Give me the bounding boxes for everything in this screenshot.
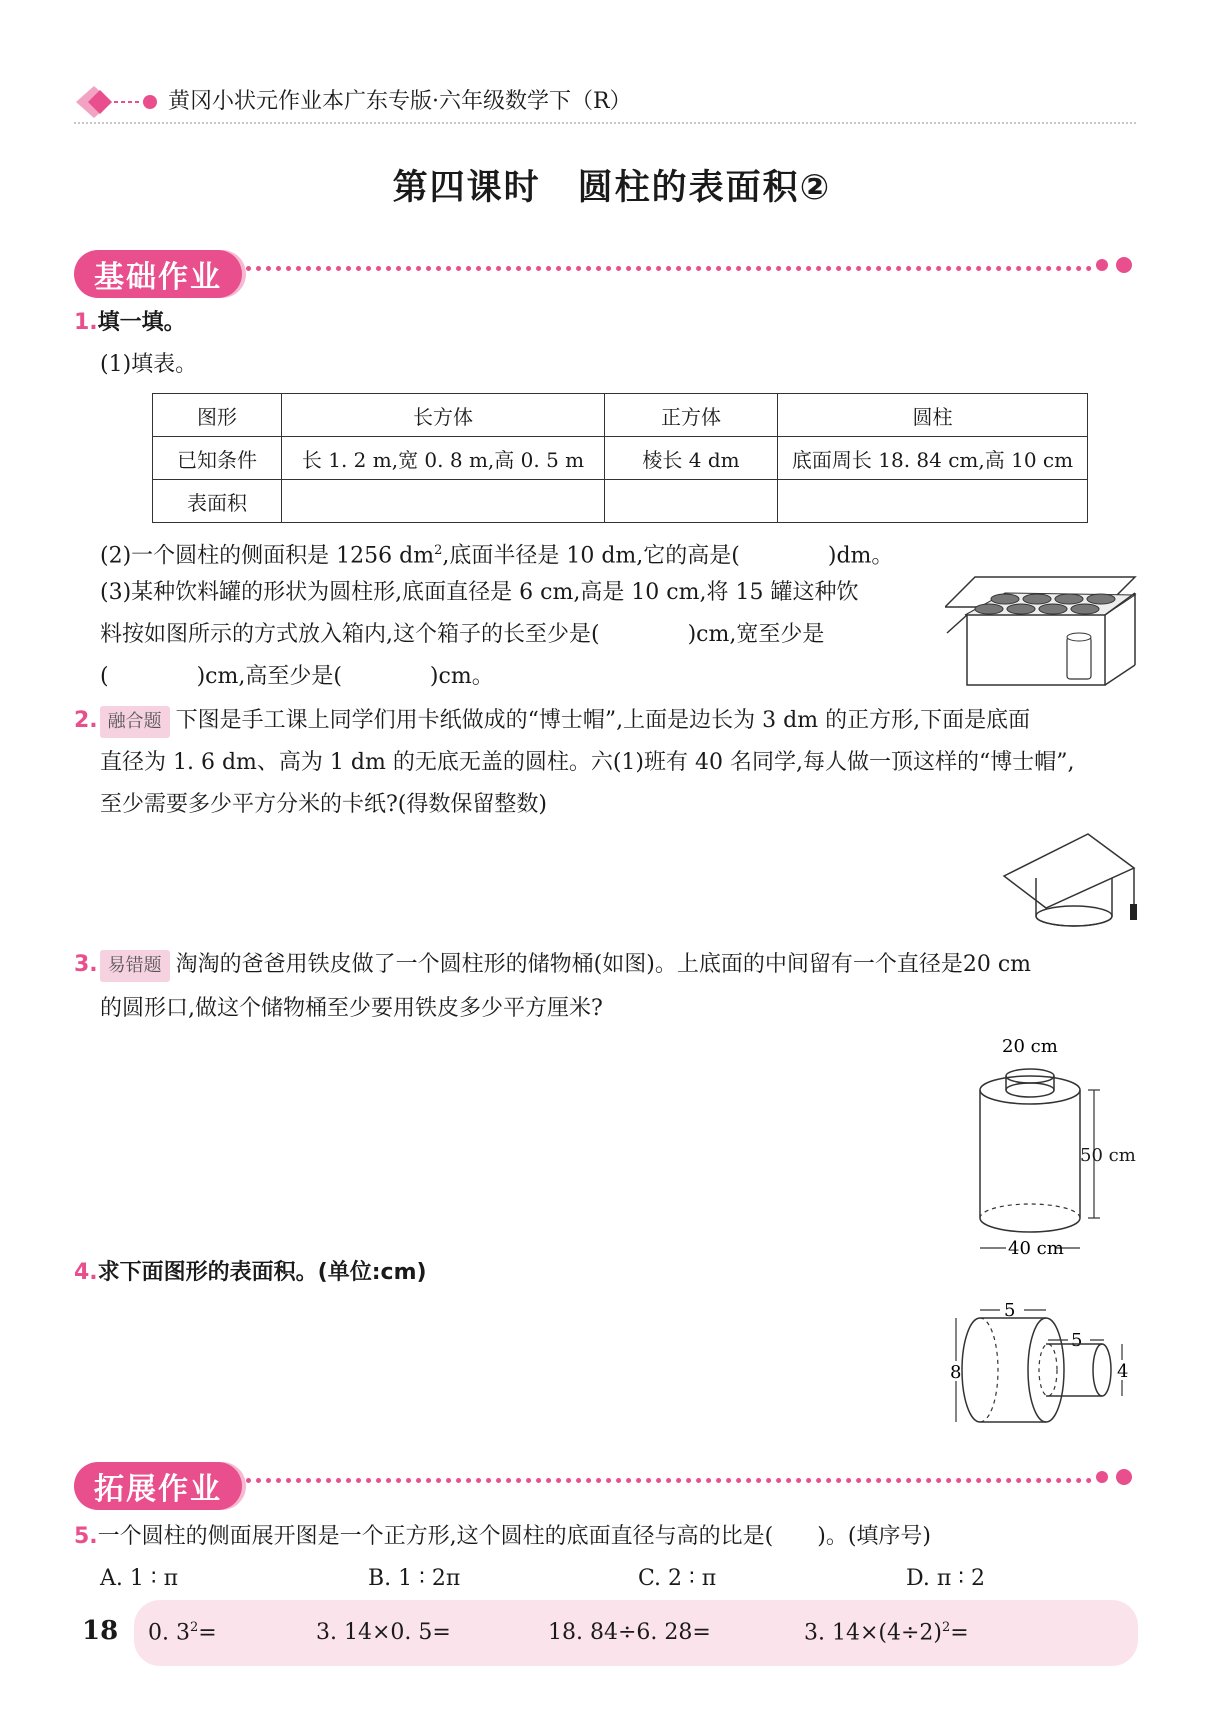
table-row: [153, 480, 1088, 523]
section-basic-dot-small: [1096, 259, 1108, 271]
table-header-cell: 正方体: [605, 394, 778, 437]
question-4-line: 4.求下面图形的表面积。(单位:cm): [74, 1260, 427, 1285]
storage-bucket-figure: [968, 1030, 1148, 1270]
table-cell: 长 1. 2 m,宽 0. 8 m,高 0. 5 m: [282, 437, 605, 480]
answer-cell-cuboid[interactable]: [282, 480, 605, 523]
answer-cell-cylinder[interactable]: [778, 480, 1088, 523]
page-title: 第四课时 圆柱的表面积②: [392, 168, 832, 208]
answer-cell-cube[interactable]: [605, 480, 778, 523]
table-header-cell: 圆柱: [778, 394, 1088, 437]
fig-length-2-label: 5: [1071, 1330, 1083, 1351]
table-row: [153, 394, 1088, 437]
question-2-line-3: 至少需要多少平方分米的卡纸?(得数保留整数): [100, 792, 547, 817]
question-1-part-1: (1)填表。: [100, 352, 198, 377]
question-1-part-3-line-1: (3)某种饮料罐的形状为圆柱形,底面直径是 6 cm,高是 10 cm,将 15 罐这种饮: [100, 580, 859, 605]
page-number: 18: [82, 1616, 119, 1646]
header-diamond-icon: [74, 84, 164, 120]
option-c[interactable]: C. 2 ∶ π: [638, 1566, 717, 1591]
option-d[interactable]: D. π ∶ 2: [906, 1566, 986, 1591]
section-extend-dots: [246, 1478, 1092, 1483]
table-header-cell: 长方体: [282, 394, 605, 437]
table-cell: 底面周长 18. 84 cm,高 10 cm: [778, 437, 1088, 480]
bucket-height-label: 50 cm: [1080, 1145, 1136, 1166]
section-basic-dot: [1116, 257, 1132, 273]
section-basic-dots: [246, 266, 1092, 271]
section-extend-banner: 拓展作业: [74, 1462, 242, 1510]
question-1-part-3-line-2: 料按如图所示的方式放入箱内,这个箱子的长至少是( )cm,宽至少是: [100, 622, 825, 647]
mental-math-item-2: 3. 14×0. 5=: [316, 1620, 451, 1645]
section-extend-dot: [1116, 1469, 1132, 1485]
question-1-heading: 1.填一填。: [74, 310, 186, 335]
mental-math-item-3: 18. 84÷6. 28=: [548, 1620, 711, 1645]
fill-table: [152, 393, 1088, 523]
section-extend-dot-small: [1096, 1471, 1108, 1483]
question-2-line-1: 2. 融合题 下图是手工课上同学们用卡纸做成的“博士帽”,上面是边长为 3 dm 的正方形,下面是底面: [74, 706, 1030, 738]
header-text: 黄冈小状元作业本广东专版·六年级数学下（R）: [168, 89, 632, 114]
table-header-cell: 图形: [153, 394, 282, 437]
tag-error-prone: 易错题: [100, 950, 170, 982]
table-cell: 已知条件: [153, 437, 282, 480]
question-1-part-2: (2)一个圆柱的侧面积是 1256 $dm^2$,底面半径是 10 dm,它的高是( )dm。: [100, 543, 894, 569]
doctor-hat-figure: [1000, 832, 1140, 932]
question-2-line-2: 直径为 1. 6 dm、高为 1 dm 的无底无盖的圆柱。六(1)班有 40 名同学,每人做一顶这样的“博士帽”,: [100, 750, 1075, 775]
question-3-line-1: 3. 易错题 淘淘的爸爸用铁皮做了一个圆柱形的储物桶(如图)。上底面的中间留有一个直径是20 cm: [74, 950, 1031, 982]
table-cell: 表面积: [153, 480, 282, 523]
table-cell: 棱长 4 dm: [605, 437, 778, 480]
question-1-part-3-line-3: ( )cm,高至少是( )cm。: [100, 664, 494, 689]
fig-length-1-label: 5: [1004, 1300, 1016, 1321]
fig-diameter-2-label: 4: [1117, 1361, 1129, 1382]
section-basic-banner: 基础作业: [74, 250, 242, 298]
can-box-figure: [945, 575, 1145, 687]
question-5-line: 5.一个圆柱的侧面展开图是一个正方形,这个圆柱的底面直径与高的比是( )。(填序号): [74, 1524, 931, 1549]
composite-cylinder-figure: [944, 1298, 1144, 1430]
tag-fusion: 融合题: [100, 706, 170, 738]
question-3-line-2: 的圆形口,做这个储物桶至少要用铁皮多少平方厘米?: [100, 996, 603, 1021]
mental-math-item-4: 3. $14\times(4\div 2)^2=$: [804, 1620, 969, 1646]
option-a[interactable]: A. 1 ∶ π: [100, 1566, 179, 1591]
mental-math-item-1: 0. $3^2=$: [148, 1620, 217, 1646]
bucket-top-label: 20 cm: [1002, 1036, 1058, 1057]
option-b[interactable]: B. 1 ∶ 2π: [368, 1566, 461, 1591]
fig-diameter-1-label: 8: [950, 1362, 962, 1383]
table-row: [153, 437, 1088, 480]
bucket-bottom-label: 40 cm: [1008, 1238, 1064, 1259]
header-divider: [74, 122, 1136, 124]
